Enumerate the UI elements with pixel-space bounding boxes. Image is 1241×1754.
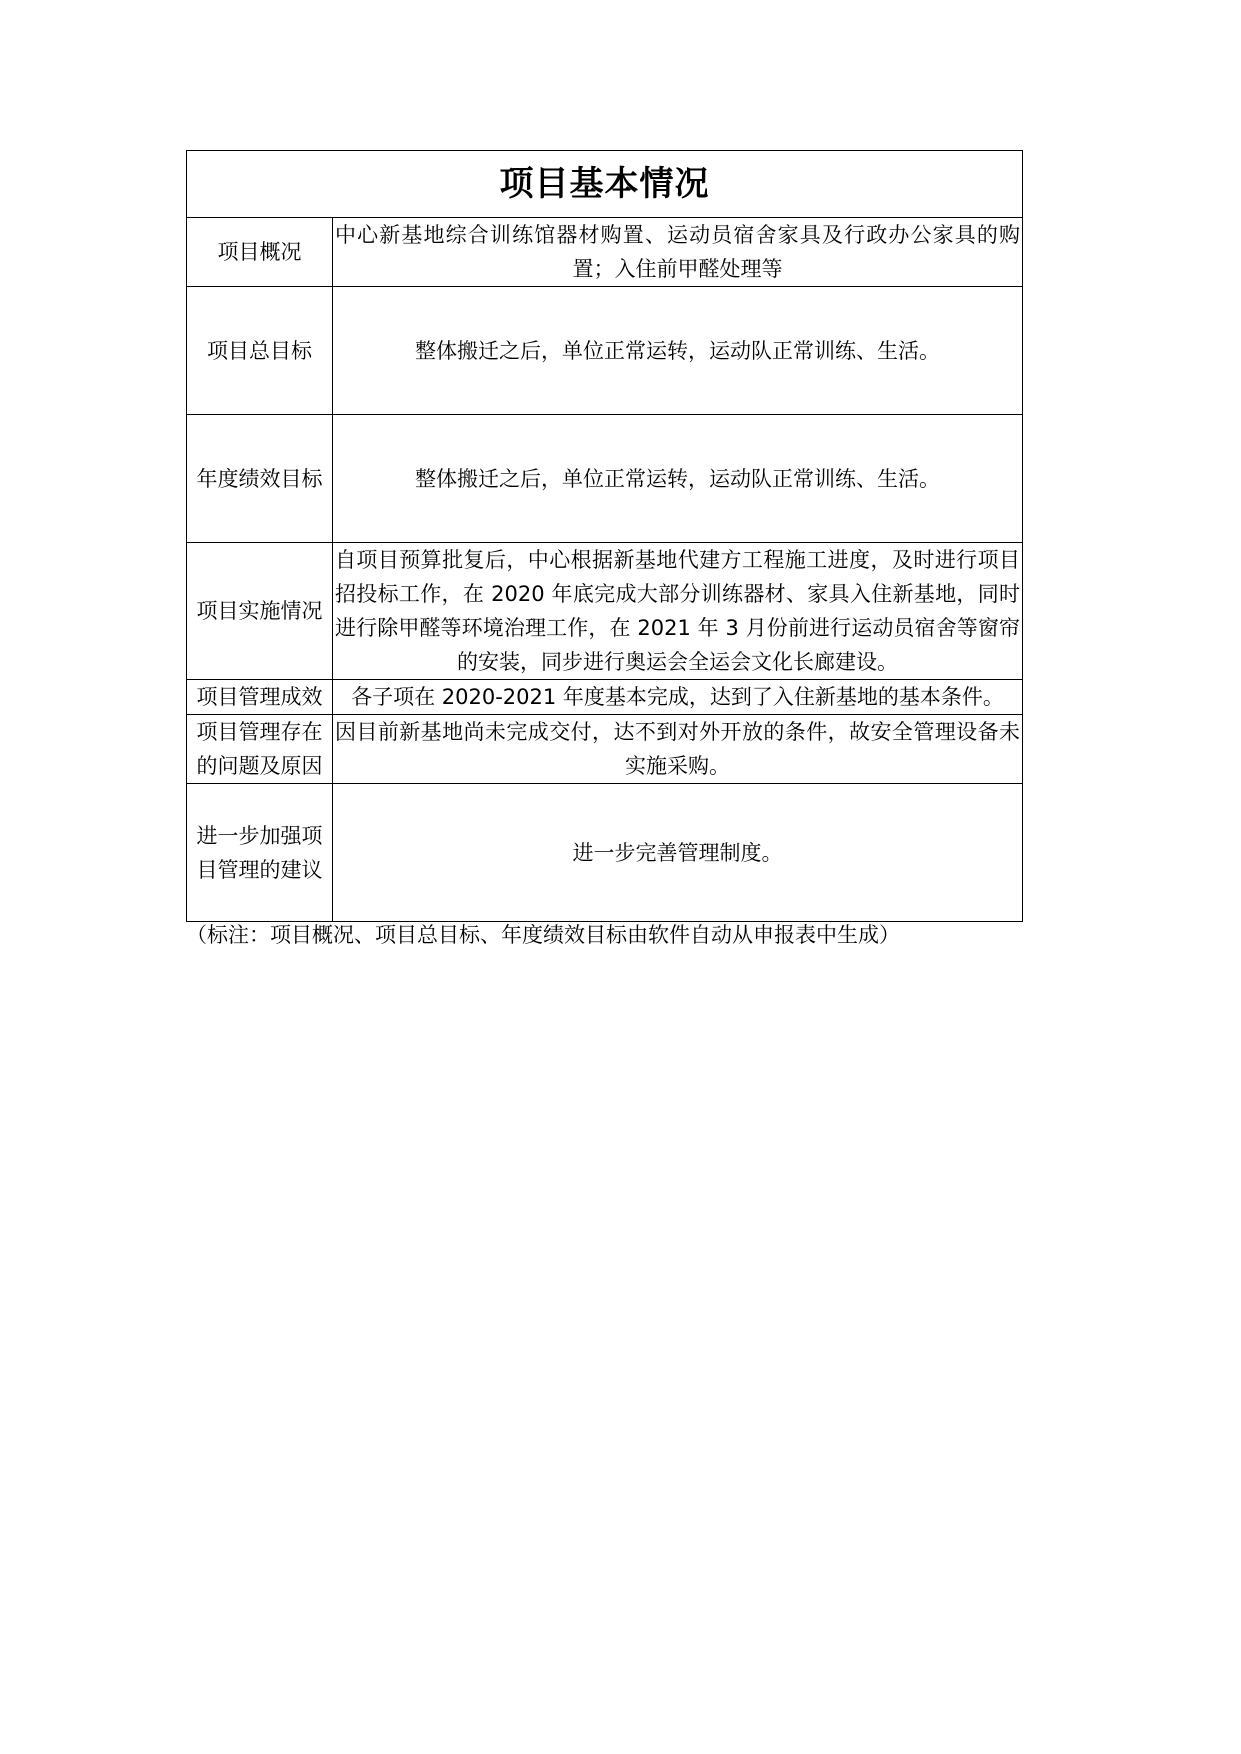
row-value-annual-goal: 整体搬迁之后，单位正常运转，运动队正常训练、生活。 <box>333 415 1023 543</box>
project-info-table <box>186 150 1023 922</box>
row-value-implementation: 自项目预算批复后，中心根据新基地代建方工程施工进度，及时进行项目招投标工作，在 2020 年底完成大部分训练器材、家具入住新基地，同时进行除甲醛等环境治理工作，在 2021 年 3 月份前进行运动员宿舍等窗帘的安装，同步进行奥运会全运会文化长廊建设。 <box>333 543 1023 680</box>
table-footnote: （标注：项目概况、项目总目标、年度绩效目标由软件自动从申报表中生成） <box>186 923 900 947</box>
table-row <box>187 218 1023 287</box>
row-value-effectiveness: 各子项在 2020-2021 年度基本完成，达到了入住新基地的基本条件。 <box>333 680 1023 715</box>
row-value-suggestions: 进一步完善管理制度。 <box>333 784 1023 922</box>
row-label-suggestions: 进一步加强项目管理的建议 <box>187 784 333 922</box>
row-label-problems: 项目管理存在的问题及原因 <box>187 715 333 784</box>
row-label-implementation: 项目实施情况 <box>187 543 333 680</box>
table-row <box>187 715 1023 784</box>
table-row <box>187 543 1023 680</box>
row-value-problems: 因目前新基地尚未完成交付，达不到对外开放的条件，故安全管理设备未实施采购。 <box>333 715 1023 784</box>
table-title: 项目基本情况 <box>187 151 1023 218</box>
row-label-overview: 项目概况 <box>187 218 333 287</box>
row-label-overall-goal: 项目总目标 <box>187 287 333 415</box>
row-value-overall-goal: 整体搬迁之后，单位正常运转，运动队正常训练、生活。 <box>333 287 1023 415</box>
row-label-annual-goal: 年度绩效目标 <box>187 415 333 543</box>
row-value-overview: 中心新基地综合训练馆器材购置、运动员宿舍家具及行政办公家具的购置；入住前甲醛处理等 <box>333 218 1023 287</box>
row-label-effectiveness: 项目管理成效 <box>187 680 333 715</box>
table-row <box>187 415 1023 543</box>
table-title-row <box>187 151 1023 218</box>
table-row <box>187 680 1023 715</box>
table-row <box>187 287 1023 415</box>
table-row <box>187 784 1023 922</box>
